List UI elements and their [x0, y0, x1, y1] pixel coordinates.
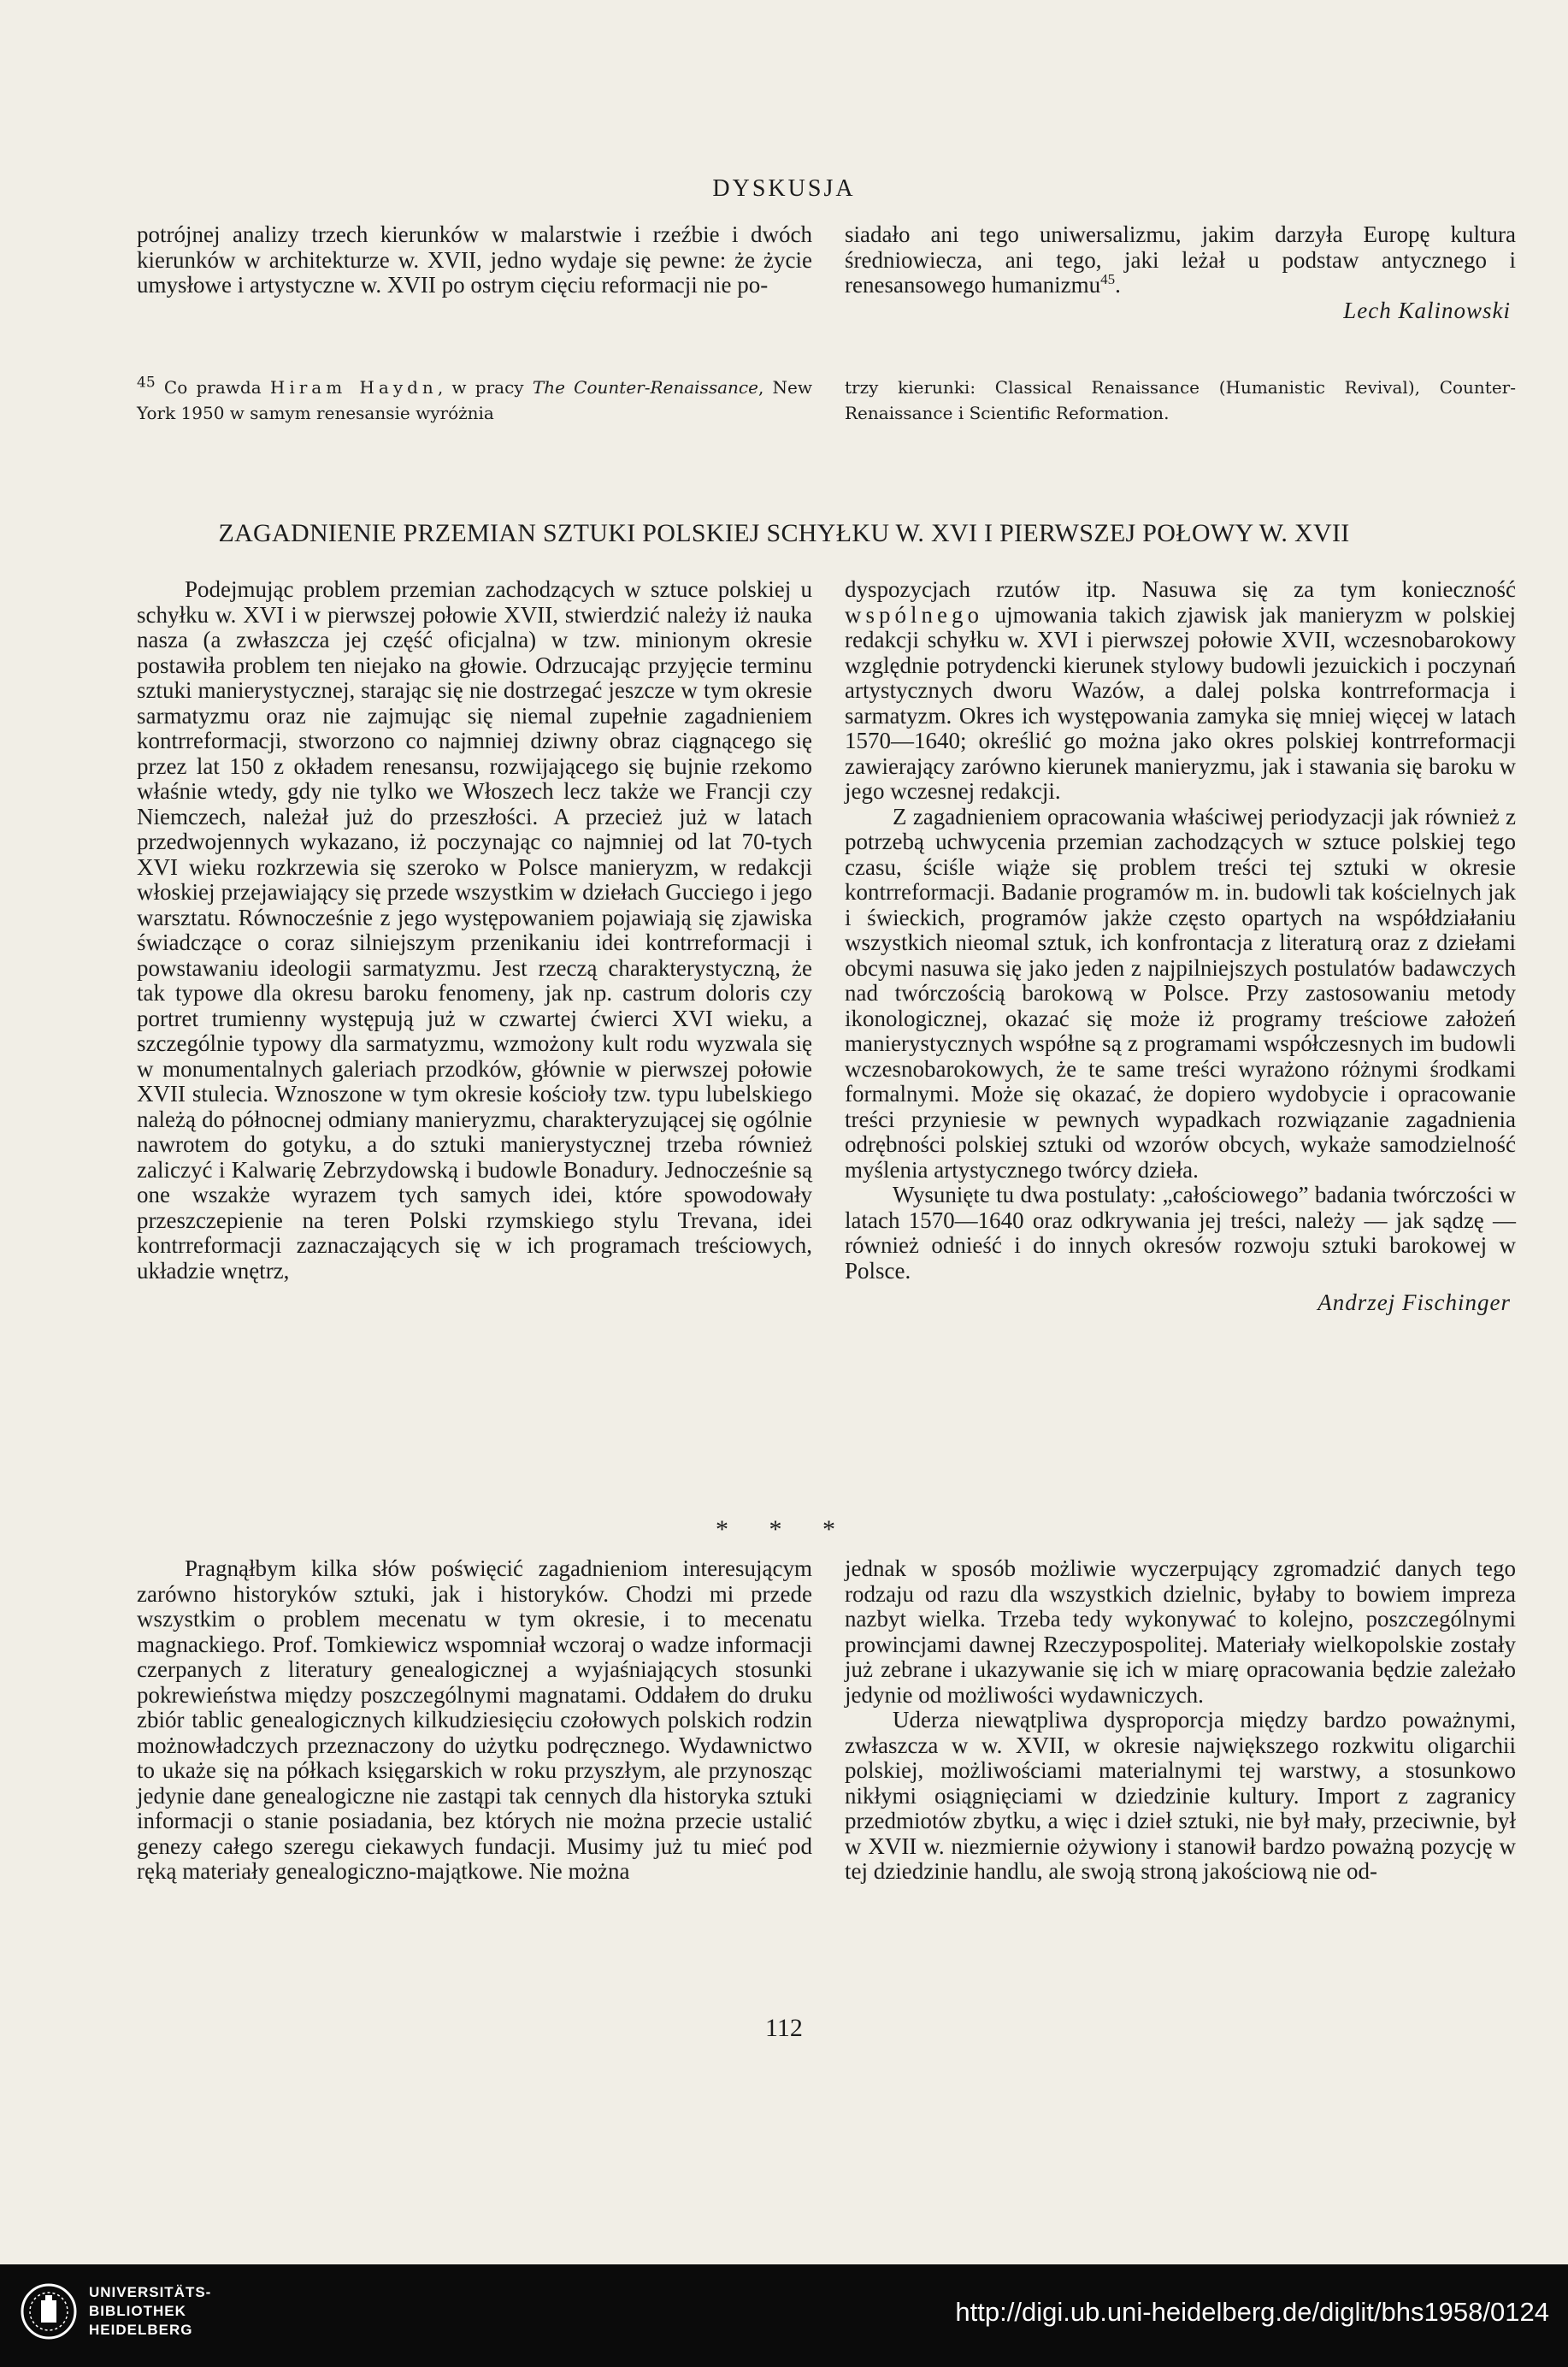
source-url-link[interactable]: http://digi.ub.uni-heidelberg.de/diglit/bhs1958/0124 — [955, 2297, 1549, 2327]
section-separator: * * * — [716, 1515, 852, 1544]
top-left-text: potrójnej analizy trzech kierunków w malarstwie i rzeźbie i dwóch kierunków w architekturze w. XVII, jedno wydaje się pewne: że życie umysłowe i artystyczne w. XVII po ostrym cięciu reformacji nie po- — [137, 221, 812, 298]
footnote-ref: 45 — [1100, 271, 1116, 287]
article-title: ZAGADNIENIE PRZEMIAN SZTUKI POLSKIEJ SCHYŁKU W. XVI I PIERWSZEJ POŁOWY W. XVII — [218, 519, 1350, 547]
top-right-column — [845, 222, 1516, 323]
lower-left-column — [137, 1556, 812, 1885]
library-logo-text: UNIVERSITÄTS- BIBLIOTHEK HEIDELBERG — [89, 2284, 212, 2338]
article-paragraph: Podejmując problem przemian zachodzących w sztuce polskiej u schyłku w. XVI i w pierwszej połowie XVII, stwierdzić należy iż nauka nasza (a zwłaszcza jej część oficjalna) w tzw. minionym okresie postawiła problem ten niejako na głowie. Odrzucając przyjęcie terminu sztuki manierystycznej, starając się nie dostrzegać jeszcze w tym okresie sarmatyzmu oraz nie zajmując się niemal zupełnie zagadnieniem kontrreformacji, stworzono co najmniej dziwny obraz ciągnącego się przez lat 150 z okładem renesansu, rozwijającego się bujnie rzekomo właśnie wtedy, gdy nie tylko we Włoszech lecz także we Francji czy Niemczech, należał już do przeszłości. A przecież już w latach przedwojennych wykazano, iż poczynając co najmniej od lat 70-tych XVI wieku rozkrzewia się szeroko w Polsce manieryzm, w redakcji włoskiej przejawiający się przede wszystkim w dziełach Gucciego i jego warsztatu. Równocześnie z jego występowaniem pojawiają się zjawiska świadczące o coraz silniejszym przenikaniu idei kontrreformacji i powstawaniu ideologii sarmatyzmu. Jest rzeczą charakterystyczną, że tak typowe dla okresu baroku fenomeny, jak np. castrum doloris czy portret trumienny występują już w czwartej ćwierci XVI wieku, a szczególnie typowy dla sarmatyzmu, wzmożony kult rodu wyzwala się w monumentalnych galeriach przodków, głównie w pierwszej połowie XVII stulecia. Wznoszone w tym okresie kościoły tzw. typu lubelskiego należą do północnej odmiany manieryzmu, charakteryzującej się ogólnie nawrotem do gotyku, a do sztuki manierystycznej trzeba również zaliczyć i Kalwarię Zebrzydowską i budowle Bonadury. Jednocześnie są one wszakże wyrazem tych samych idei, które spowodowały przeszczepienie na teren Polski rzymskiego stylu Trevana, idei kontrreformacji zaznaczających się w ich programach treściowych, układzie wnętrz, — [137, 576, 812, 1284]
lower-paragraph: Uderza niewątpliwa dysproporcja między bardzo poważnymi, zwłaszcza w w. XVII, w okresie największego rozkwitu oligarchii polskiej, możliwościami materialnymi tej warstwy, a stosunkowo nikłymi osiągnięciami w dziedzinie kultury. Import z zagranicy przedmiotów zbytku, a więc i dzieł sztuki, nie był mały, przeciwnie, był w XVII w. niezmiernie ożywiony i stanowił bardzo poważną pozycję w tej dziedzinie handlu, ale swoją stroną jakościową nie od- — [845, 1707, 1516, 1884]
article-right-column — [845, 577, 1516, 1316]
footnote-number: 45 — [137, 374, 156, 392]
footnote-left: $^{45}$ Co prawda Hiram Haydn, w pracy The Counter-Renaissance, New York 1950 w samym renesansie wyróżnia — [137, 374, 813, 423]
lower-right-column — [845, 1556, 1516, 1885]
signature-fischinger: Andrzej Fischinger — [1317, 1290, 1511, 1315]
article-paragraph: dyspozycjach rzutów itp. Nasuwa się za tym konieczność wspólnego ujmowania takich zjawisk jak manieryzm w polskiej redakcji schyłku w. XVI i pierwszej połowie XVII, wczesnobarokowy względnie potrydencki kierunek stylowy budowli jezuickich i poczynań artystycznych dworu Wazów, a dalej polska kontrreformacja i sarmatyzm. Okres ich występowania zamyka się mniej więcej w latach 1570—1640; określić go można jako okres polskiej kontrreformacji zawierający zarówno kierunek manieryzmu, jak i stawania się baroku w jego wczesnej redakcji. — [845, 576, 1516, 804]
footnote-book-title: The Counter-Renaissance — [532, 377, 758, 398]
signature-kalinowski: Lech Kalinowski — [1343, 297, 1511, 323]
lower-paragraph: jednak w sposób możliwie wyczerpujący zgromadzić danych tego rodzaju od razu dla wszystkich dzielnic, byłaby to bowiem impreza nazbyt wielka. Trzeba tedy wykonywać to kolejno, poszczególnymi prowincjami dawnej Rzeczypospolitej. Materiały wielkopolskie zostały już zebrane i ukazywanie się ich w miarę opracowania będzie zależało jedynie od możliwości wydawniczych. — [845, 1555, 1516, 1708]
article-left-column — [137, 577, 812, 1284]
footnote-right: trzy kierunki: Classical Renaissance (Humanistic Revival), Counter-Renaissance i Scientific Reformation. — [845, 377, 1516, 423]
article-paragraph: Wysunięte tu dwa postulaty: „całościowego” badania twórczości w latach 1570—1640 oraz odkrywania jej treści, należy — jak sądzę — również odnieść i do innych okresów rozwoju sztuki barokowej w Polsce. — [845, 1182, 1516, 1284]
spaced-word: wspólnego — [845, 601, 983, 628]
top-left-column — [137, 222, 812, 298]
running-head: DYSKUSJA — [712, 175, 856, 202]
footer-bar — [0, 2264, 1568, 2367]
university-seal-icon — [19, 2281, 79, 2341]
page-number: 112 — [765, 2014, 803, 2042]
lower-paragraph: Pragnąłbym kilka słów poświęcić zagadnieniom interesującym zarówno historyków sztuki, jak i historyków. Chodzi mi przede wszystkim o problem mecenatu w tym okresie, i to mecenatu magnackiego. Prof. Tomkiewicz wspomniał wczoraj o wadze informacji czerpanych z literatury genealogicznej a wyjaśniających stosunki pokrewieństwa między poszczególnymi magnatami. Oddałem do druku zbiór tablic genealogicznych kilkudziesięciu czołowych polskich rodzin możnowładczych przeznaczony do użytku podręcznego. Wydawnictwo to ukaże się na półkach księgarskich w roku przyszłym, ale przynosząc jedynie dane genealogiczne nie zastąpi tak cennych dla historyka sztuki informacji o stanie posiadania, bez których nie można przecie ustalić genezy całego szeregu ciekawych fundacji. Musimy już tu mieć pod ręką materiały genealogiczno-majątkowe. Nie można — [137, 1555, 812, 1884]
article-paragraph: Z zagadnieniem opracowania właściwej periodyzacji jak również z potrzebą uchwycenia przemian zachodzących w sztuce polskiej tego czasu, ściśle wiąże się problem treści tej sztuki w okresie kontrreformacji. Badanie programów m. in. budowli tak kościelnych jak i świeckich, programów jakże często opartych na współdziałaniu wszystkich nieomal sztuk, ich konfrontacja z literaturą oraz z dziełami obcymi nasuwa się jako jeden z najpilniejszych postulatów badawczych nad twórczością barokową w Polsce. Przy zastosowaniu metody ikonologicznej, okazać się może iż programy treściowe założeń manierystycznych współne są z programami współczesnych im budowli wczesnobarokowych, że te same treści wyrażono różnymi środkami formalnymi. Może się okazać, że dopiero wydobycie i opracowanie treści przyniesie w pewnych wypadkach rozwiązanie zagadnienia odrębności polskiej sztuki od wzorów obcych, wykaże samodzielność myślenia artystycznego twórcy dzieła. — [845, 803, 1516, 1183]
top-right-text: siadało ani tego uniwersalizmu, jakim darzyła Europę kultura średniowiecza, ani tego, jaki leżał u podstaw antycznego i renesansowego humanizmu$^{45}$. — [845, 221, 1516, 298]
footnote-author: Hiram Haydn — [269, 377, 438, 398]
